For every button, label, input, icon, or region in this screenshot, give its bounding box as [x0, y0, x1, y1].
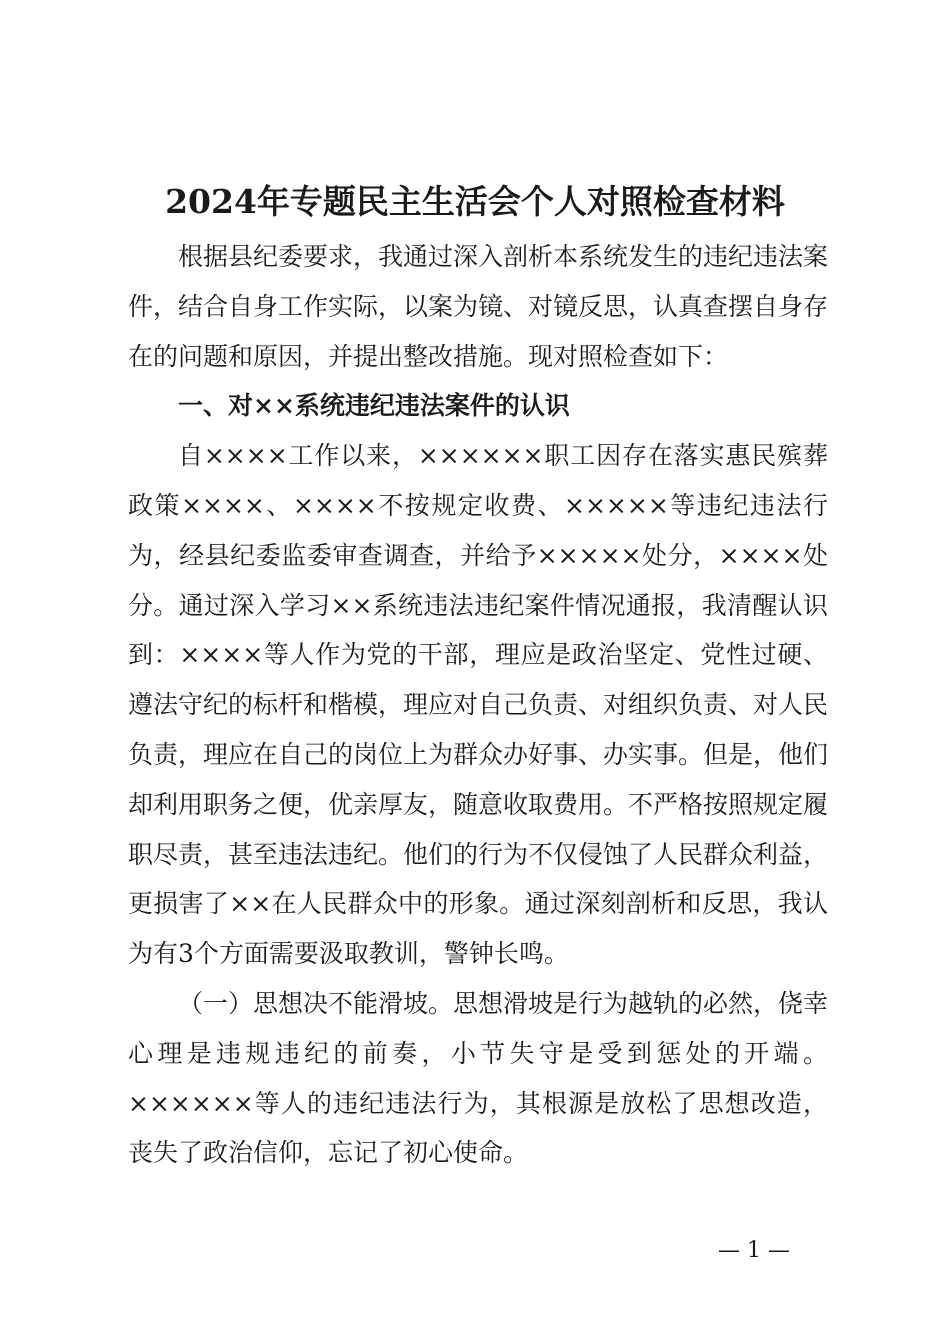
body-paragraph: 自××××工作以来，××××××职工因存在落实惠民殡葬政策××××、××××不按规定收费、×××××等违纪违法行为，经县纪委监委审查调查，并给予×××××处分，××××处分。通过深入学习××系统违法违纪案件情况通报，我清醒认识到：××××等人作为党的干部，理应是政治坚定、党性过硬、遵法守纪的标杆和楷模，理应对自己负责、对组织负责、对人民负责，理应在自己的岗位上为群众办好事、办实事。但是，他们却利用职务之便，优亲厚友，随意收取费用。不严格按照规定履职尽责，甚至违法违纪。他们的行为不仅侵蚀了人民群众利益，更损害了××在人民群众中的形象。通过深刻剖析和反思，我认为有3个方面需要汲取教训，警钟长鸣。 — [128, 441, 829, 969]
document-title: 2024年专题民主生活会个人对照检查材料 — [165, 182, 785, 221]
subsection-paragraph: （一）思想决不能滑坡。思想滑坡是行为越轨的必然，侥幸心理是违规违纪的前奏，小节失守是受到惩处的开端。××××××等人的违纪违法行为，其根源是放松了思想改造，丧失了政治信仰，忘记了初心使命。 — [128, 988, 829, 1168]
section-heading: 一、对××系统违纪违法案件的认识 — [178, 391, 570, 421]
intro-paragraph: 根据县纪委要求，我通过深入剖析本系统发生的违纪违法案件，结合自身工作实际，以案为镜、对镜反思，认真查摆自身存在的问题和原因，并提出整改措施。现对照检查如下： — [128, 242, 829, 371]
page-number: — 1 — — [718, 1238, 790, 1263]
document-body — [128, 232, 828, 1178]
